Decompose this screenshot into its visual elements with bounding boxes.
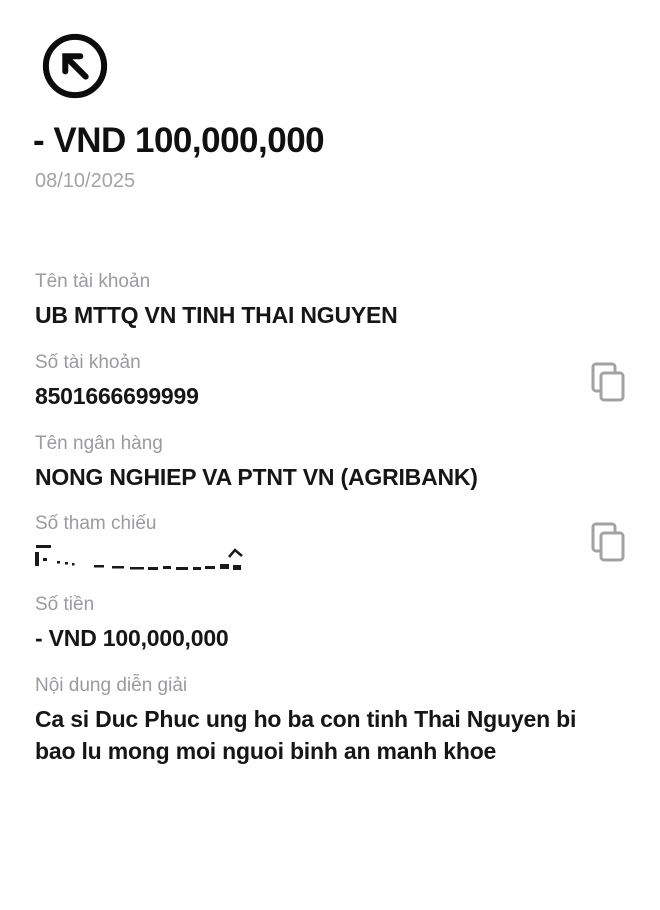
copy-reference-button[interactable] (589, 520, 627, 564)
arrow-up-left-circle-icon (42, 33, 108, 99)
copy-icon (591, 362, 625, 402)
field-value: - VND 100,000,000 (35, 625, 229, 651)
field-label: Tên tài khoản (35, 271, 151, 292)
field-value: Ca si Duc Phuc ung ho ba con tinh Thai Nguyen bi bao lu mong moi nguoi binh an manh khoe (35, 706, 577, 764)
field-account-name (35, 270, 590, 331)
field-label: Số tiền (35, 594, 95, 615)
field-label: Nội dung diễn giải (35, 675, 188, 696)
field-value: 8501666699999 (35, 383, 199, 409)
field-bank-name (35, 432, 590, 493)
field-value: UB MTTQ VN TINH THAI NGUYEN (35, 302, 398, 328)
field-value: NONG NGHIEP VA PTNT VN (AGRIBANK) (35, 464, 478, 490)
transaction-date: 08/10/2025 (35, 170, 136, 192)
amount-title: - VND 100,000,000 (33, 121, 325, 160)
field-amount (35, 593, 590, 654)
field-account-number (35, 351, 590, 412)
field-label: Số tham chiếu (35, 513, 157, 534)
field-label: Số tài khoản (35, 352, 141, 373)
copy-account-number-button[interactable] (589, 360, 627, 404)
field-message (35, 674, 590, 767)
reference-value-redacted (35, 545, 245, 571)
field-reference-number (35, 512, 590, 571)
field-label: Tên ngân hàng (35, 433, 163, 454)
copy-icon (591, 522, 625, 562)
